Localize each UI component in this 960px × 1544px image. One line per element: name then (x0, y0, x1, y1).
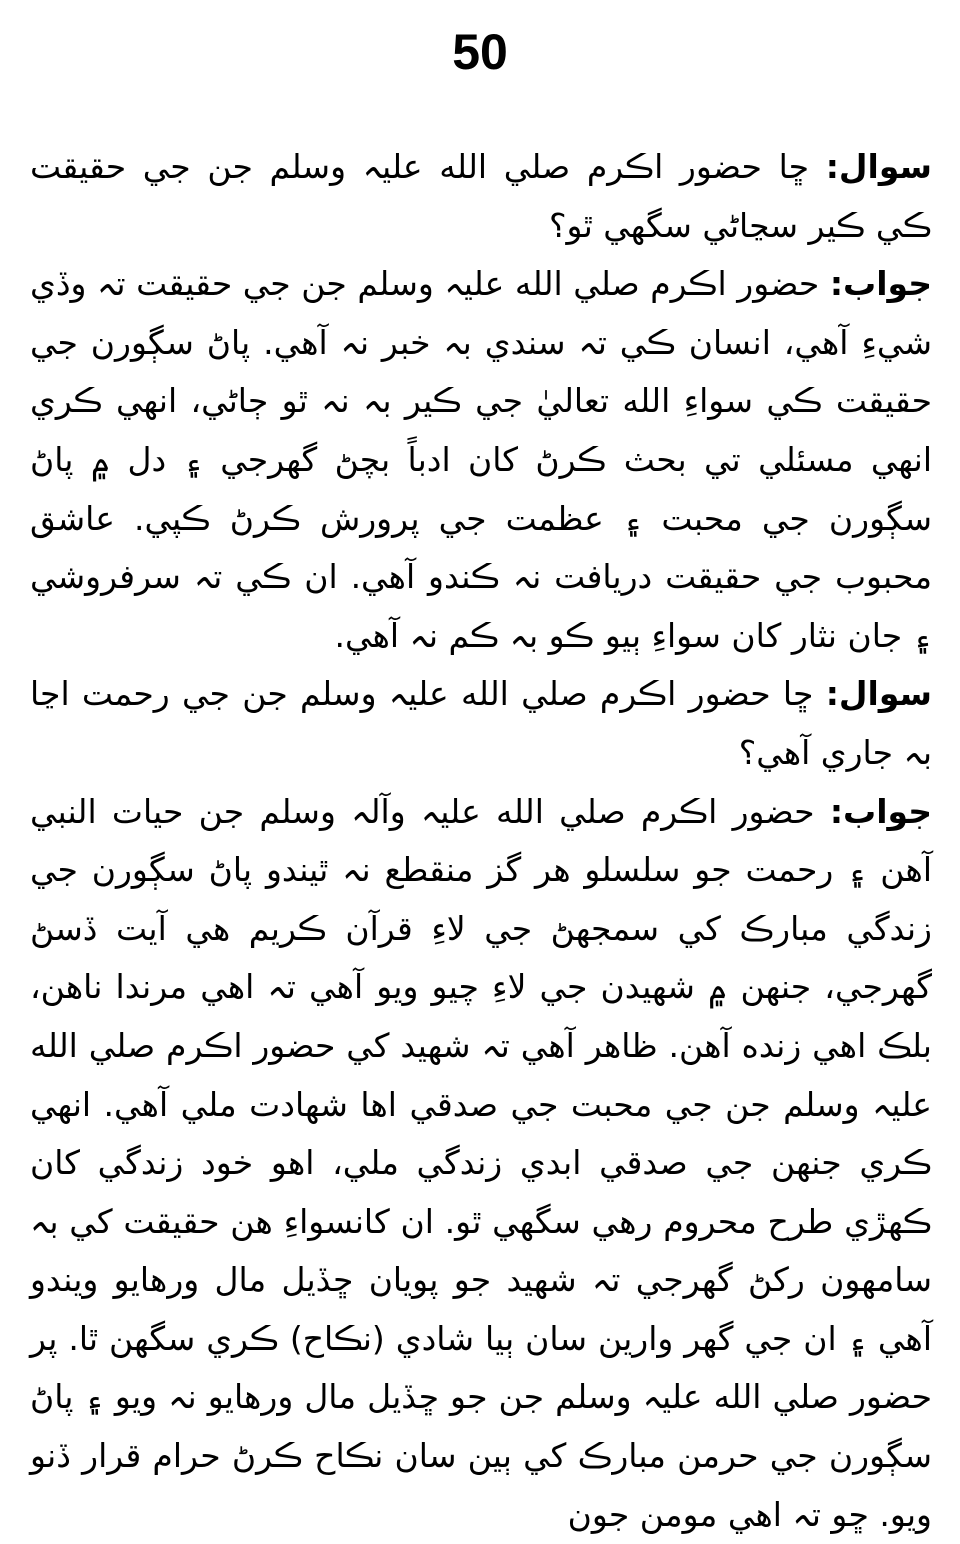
question-1 (30, 138, 932, 255)
answer-label: جواب: (829, 791, 932, 831)
question-text: ڇا حضور اڪرم صلي الله عليہ وسلم جن جي حقيقت ڪي ڪير سڃاڻي سگھي ٿو؟ (30, 147, 932, 245)
question-label: سوال: (825, 147, 932, 186)
answer-1 (30, 255, 932, 665)
question-text: ڇا حضور اڪرم صلي الله عليہ وسلم جن جي رحمت اڃا بہ جاري آهي؟ (30, 674, 932, 772)
question-label: سوال: (825, 674, 932, 714)
question-2 (30, 665, 932, 782)
answer-2 (30, 783, 932, 1544)
answer-text: حضور اڪرم صلي الله عليہ وسلم جن جي حقيقت تہ وڏي شيءِ آهي، انسان ڪي تہ سندي بہ خبر نہ آهي. پاڻ سڳورن جي حقيقت ڪي سواءِ الله تعاليٰ جي ڪير بہ نہ ٿو ڄاڻي، انهي ڪري انهي مسئلي تي بحث ڪرڻ کان ادباً بچڻ گهرجي ۽ دل ۾ پاڻ سڳورن جي محبت ۽ عظمت جي پرورش ڪرڻ ڪپي. عاشق محبوب جي حقيقت دريافت نہ ڪندو آهي. ان ڪي تہ سرفروشي ۽ جان نثار کان سواءِ ٻيو ڪو بہ ڪم نہ آهي. (30, 264, 932, 655)
answer-label: جواب: (829, 264, 932, 304)
page-number: 50 (452, 24, 508, 80)
answer-text: حضور اڪرم صلي الله عليہ وآلہ وسلم جن حيات النبي آهن ۽ رحمت جو سلسلو هر گز منقطع نہ ٿيندو پاڻ سڳورن جي زندگي مبارڪ کي سمجهڻ جي لاءِ قرآن ڪريم هي آيت ڏسڻ گهرجي، جنهن ۾ شهيدن جي لاءِ چيو ويو آهي تہ اهي مرندا ناهن، بلڪ اهي زنده آهن. ظاهر آهي تہ شهيد کي حضور اڪرم صلي الله عليہ وسلم جن جي محبت جي صدقي اها شهادت ملي آهي. انهي ڪري جنهن جي صدقي ابدي زندگي ملي، اهو خود زندگي کان ڪهڙي طرح محروم رهي سگهي ٿو. ان کانسواءِ هن حقيقت کي بہ سامهون رکڻ گهرجي تہ شهيد جو پويان ڇڏيل مال ورهايو ويندو آهي ۽ ان جي گهر وارين سان ٻيا شادي (نڪاح) ڪري سگهن ٿا. پر حضور صلي الله عليہ وسلم جن جو ڇڏيل مال ورهايو نہ ويو ۽ پاڻ سڳورن جي حرمن مبارڪ کي ٻين سان نڪاح ڪرڻ حرام قرار ڏنو ويو. ڇو تہ اهي مومن جون (30, 791, 932, 1534)
body-text (30, 138, 932, 1544)
